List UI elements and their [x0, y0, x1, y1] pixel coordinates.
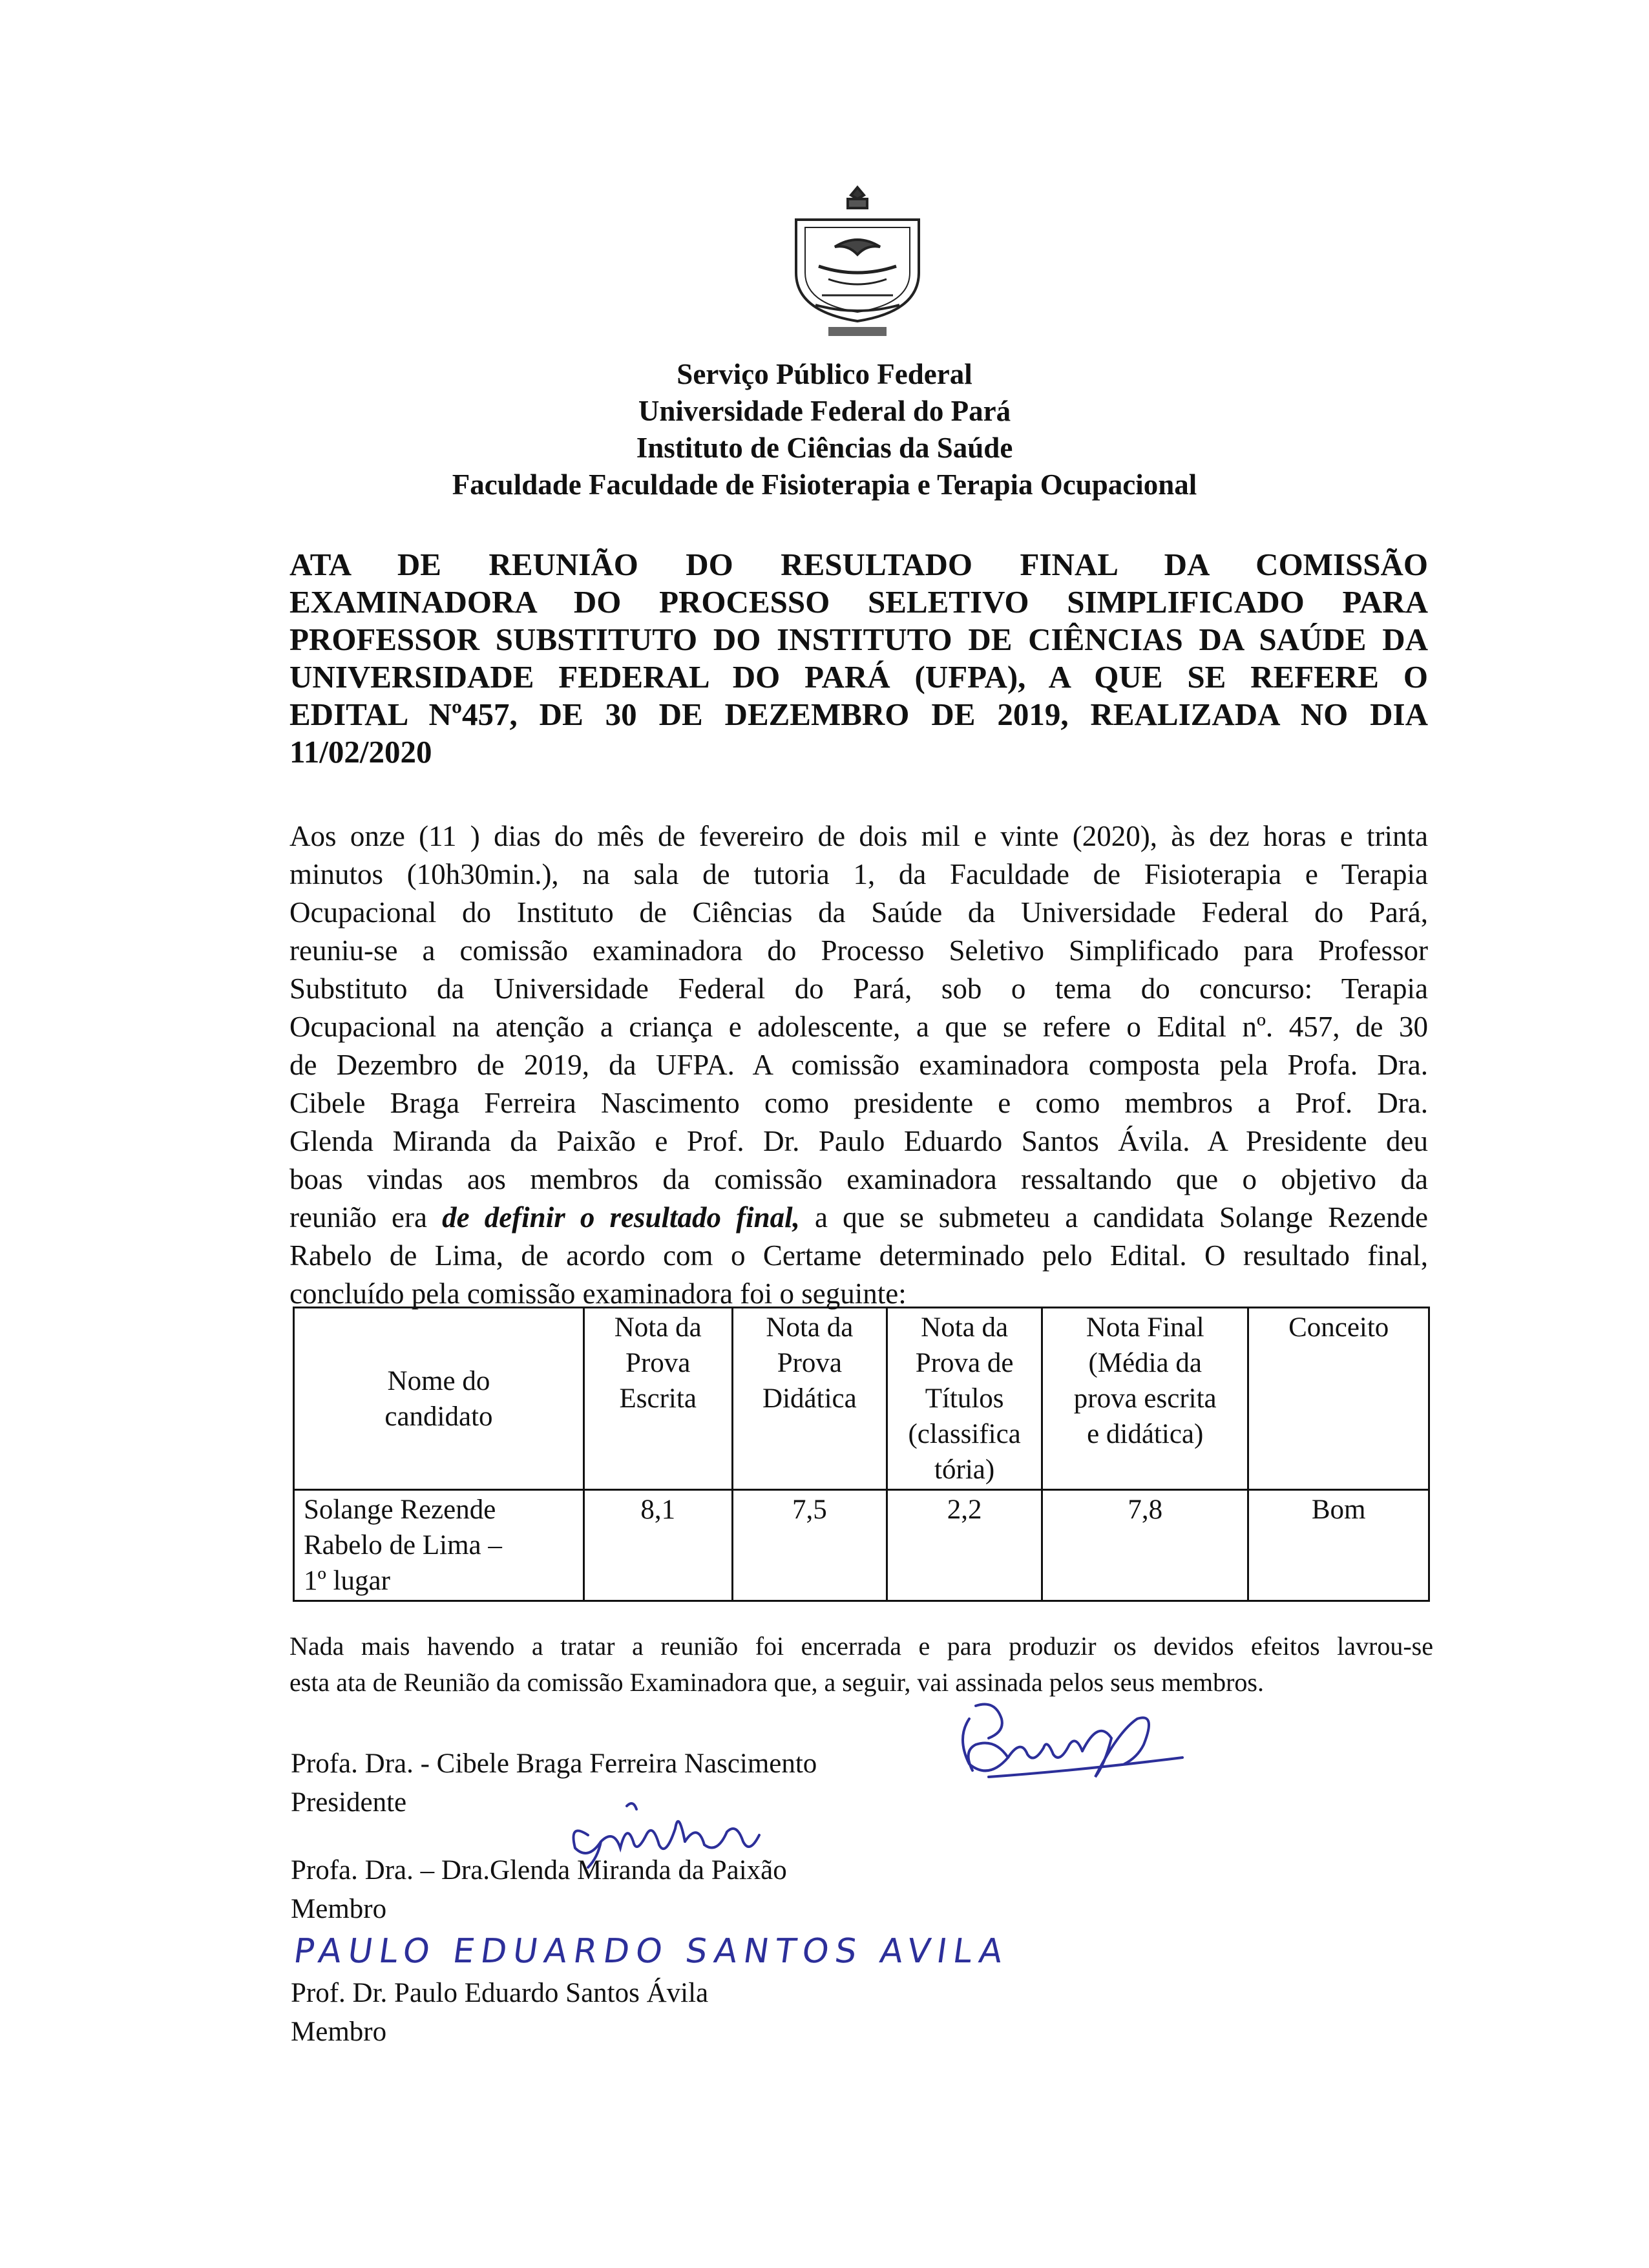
signature-member-paulo: PAULO EDUARDO SANTOS AVILA	[291, 1932, 1012, 1971]
table-row	[294, 1490, 1429, 1601]
cell-candidate-name: Solange Rezende Rabelo de Lima – 1º lugar	[294, 1490, 584, 1601]
body-line-3: Ocupacional do Instituto de Ciências da Saúde da Universidade Federal do Pará,	[289, 896, 1428, 929]
header-line-2: Universidade Federal do Pará	[638, 395, 1011, 427]
signatory-member-1	[291, 1851, 787, 1929]
header-line-1: Serviço Público Federal	[677, 358, 972, 390]
body-line-8: Cibele Braga Ferreira Nascimento como presidente e como membros a Prof. Dra.	[289, 1087, 1428, 1119]
signatory-2-role: Membro	[291, 1894, 387, 1924]
cell-nota-escrita: 8,1	[583, 1490, 732, 1601]
table-header-row	[294, 1308, 1429, 1490]
cell-nota-final: 7,8	[1042, 1490, 1248, 1601]
closing-line-1: Nada mais havendo a tratar a reunião foi encerrada e para produzir os devidos efeitos lavrou-se	[289, 1632, 1433, 1661]
cell-nota-didatica: 7,5	[732, 1490, 887, 1601]
body-line-11	[289, 1199, 1428, 1237]
header-nota-didatica: Nota da Prova Didática	[732, 1308, 887, 1490]
title-line-3: PROFESSOR SUBSTITUTO DO INSTITUTO DE CIÊNCIAS DA SAÚDE DA	[289, 622, 1428, 657]
document-title	[289, 546, 1428, 771]
header-conceito: Conceito	[1248, 1308, 1429, 1490]
header-line-4: Faculdade Faculdade de Fisioterapia e Terapia Ocupacional	[452, 468, 1197, 501]
closing-line-2: esta ata de Reunião da comissão Examinadora que, a seguir, vai assinada pelos seus membros.	[289, 1668, 1264, 1697]
body-line-11-start: reunião era	[289, 1201, 443, 1234]
body-line-7: de Dezembro de 2019, da UFPA. A comissão examinadora composta pela Profa. Dra.	[289, 1049, 1428, 1081]
ufpa-crest-logo	[783, 182, 932, 344]
results-table	[293, 1307, 1430, 1602]
header-nota-final: Nota Final (Média da prova escrita e didática)	[1042, 1308, 1248, 1490]
header-nome-candidato: Nome do candidato	[294, 1308, 584, 1490]
signature-president	[950, 1693, 1195, 1790]
body-line-12: Rabelo de Lima, de acordo com o Certame determinado pelo Edital. O resultado final,	[289, 1239, 1428, 1272]
body-line-10: boas vindas aos membros da comissão examinadora ressaltando que o objetivo da	[289, 1163, 1428, 1195]
header-nota-titulos: Nota da Prova de Títulos (classifica tória)	[887, 1308, 1042, 1490]
signatory-member-2	[291, 1974, 708, 2052]
body-line-13: concluído pela comissão examinadora foi o seguinte:	[289, 1277, 907, 1310]
body-line-5: Substituto da Universidade Federal do Pará, sob o tema do concurso: Terapia	[289, 972, 1428, 1005]
closing-paragraph	[289, 1628, 1433, 1701]
body-line-11-end: a que se submeteu a candidata Solange Rezende	[799, 1201, 1428, 1234]
title-line-4: UNIVERSIDADE FEDERAL DO PARÁ (UFPA), A QUE SE REFERE O	[289, 659, 1428, 695]
title-line-6: 11/02/2020	[289, 734, 432, 770]
header-nota-escrita: Nota da Prova Escrita	[583, 1308, 732, 1490]
title-line-5: EDITAL Nº457, DE 30 DE DEZEMBRO DE 2019, REALIZADA NO DIA	[289, 697, 1428, 732]
minutes-paragraph	[289, 817, 1428, 1313]
body-line-1: Aos onze (11 ) dias do mês de fevereiro de dois mil e vinte (2020), às dez horas e trinta	[289, 820, 1428, 852]
cell-conceito: Bom	[1248, 1490, 1429, 1601]
cell-nota-titulos: 2,2	[887, 1490, 1042, 1601]
body-line-9: Glenda Miranda da Paixão e Prof. Dr. Paulo Eduardo Santos Ávila. A Presidente deu	[289, 1125, 1428, 1157]
institution-header	[194, 357, 1455, 504]
signatory-2-name: Profa. Dra. – Dra.Glenda Miranda da Paixão	[291, 1855, 787, 1885]
body-line-6: Ocupacional na atenção a criança e adolescente, a que se refere o Edital nº. 457, de 30	[289, 1011, 1428, 1043]
body-line-4: reuniu-se a comissão examinadora do Processo Seletivo Simplificado para Professor	[289, 934, 1428, 967]
title-line-2: EXAMINADORA DO PROCESSO SELETIVO SIMPLIFICADO PARA	[289, 584, 1428, 620]
signatory-3-name: Prof. Dr. Paulo Eduardo Santos Ávila	[291, 1978, 709, 2008]
signatory-1-role: Presidente	[291, 1787, 407, 1818]
emphasis-text: de definir o resultado final,	[442, 1201, 800, 1234]
signatory-1-name: Profa. Dra. - Cibele Braga Ferreira Nascimento	[291, 1748, 817, 1779]
signatory-3-role: Membro	[291, 2017, 387, 2047]
title-line-1: ATA DE REUNIÃO DO RESULTADO FINAL DA COMISSÃO	[289, 547, 1428, 582]
header-line-3: Instituto de Ciências da Saúde	[636, 432, 1013, 464]
body-line-2: minutos (10h30min.), na sala de tutoria 1, da Faculdade de Fisioterapia e Terapia	[289, 858, 1428, 890]
